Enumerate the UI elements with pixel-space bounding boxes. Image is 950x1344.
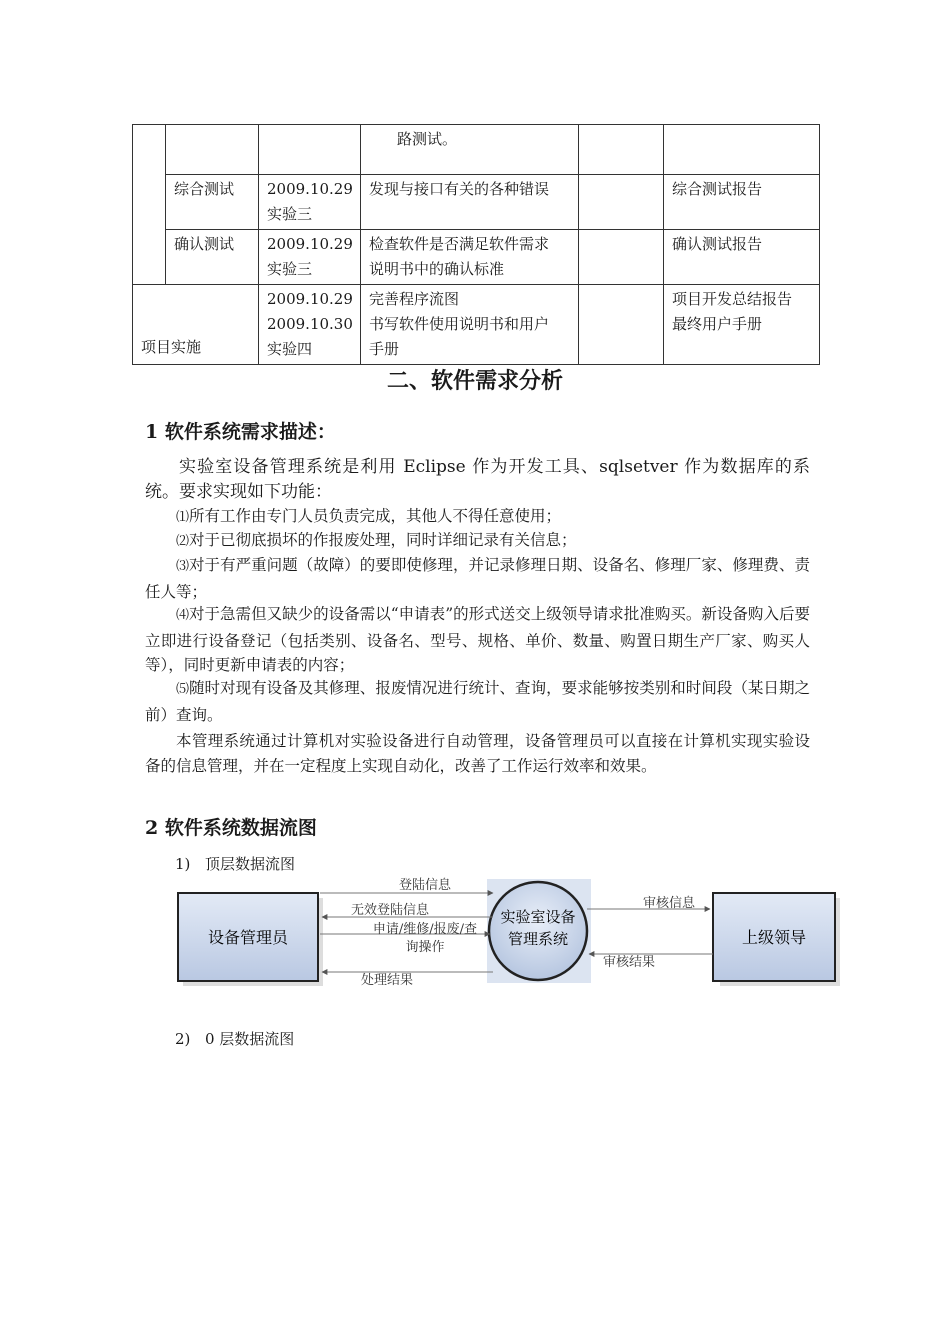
requirement-item: ⑷对于急需但又缺少的设备需以“申请表”的形式送交上级领导请求批准购买。新设备购入后要立即进行设备登记（包括类别、设备名、型号、规格、单价、数量、购置日期生产厂家、购买人等），同时更新申请表的内容； — [145, 605, 810, 674]
svg-text:上级领导: 上级领导 — [741, 928, 807, 947]
table-cell-output: 项目开发总结报告 — [672, 290, 793, 308]
table-row — [133, 175, 820, 230]
requirement-item: ⑵对于已彻底损坏的作报废处理，同时详细记录有关信息； — [176, 531, 577, 549]
table-row — [133, 230, 820, 285]
flow-label-review-info: 审核信息 — [642, 896, 696, 911]
table-cell-output: 最终用户手册 — [672, 315, 763, 333]
table-cell-date: 2009.10.30 — [267, 315, 353, 333]
table-cell-task: 确认测试 — [166, 230, 259, 285]
table-cell-desc-line: 检查软件是否满足软件需求 — [369, 235, 550, 253]
flow-label-operations-cont: 询操作 — [405, 940, 445, 955]
table-cell-task: 综合测试 — [166, 175, 259, 230]
figure-caption: 2) 0 层数据流图 — [175, 1030, 295, 1048]
table-cell-place: 实验三 — [267, 205, 313, 223]
figure-caption: 1) 顶层数据流图 — [175, 855, 296, 873]
svg-text:实验室设备: 实验室设备 — [500, 908, 576, 926]
table-cell-desc-line: 书写软件使用说明书和用户 — [369, 315, 550, 333]
flow-label-result: 处理结果 — [360, 973, 414, 988]
table-cell-output: 综合测试报告 — [664, 175, 820, 230]
table-cell-desc-line: 说明书中的确认标准 — [369, 260, 505, 278]
table-row — [133, 285, 820, 365]
heading-requirements: 1 软件系统需求描述： — [145, 421, 336, 443]
entity-equipment-manager — [178, 893, 323, 986]
flow-label-invalid-login: 无效登陆信息 — [350, 903, 430, 918]
table-cell-desc-line: 手册 — [369, 340, 400, 358]
table-cell-stage: 项目实施 — [133, 285, 259, 365]
table-cell-desc: 路测试。 — [361, 125, 579, 175]
intro-paragraph: 实验室设备管理系统是利用 Eclipse 作为开发工具、sqlsetver 作为数据库的系统。要求实现如下功能： — [145, 457, 810, 502]
process-lab-system — [487, 879, 591, 983]
flow-label-review-result: 审核结果 — [602, 955, 656, 970]
table-cell-place: 实验三 — [267, 260, 313, 278]
requirement-item: ⑴所有工作由专门人员负责完成，其他人不得任意使用； — [176, 507, 562, 525]
table-cell-date: 2009.10.29 — [267, 180, 353, 198]
top-level-dfd — [175, 872, 840, 992]
svg-text:管理系统: 管理系统 — [507, 930, 569, 948]
svg-text:设备管理员: 设备管理员 — [207, 928, 289, 947]
table-cell-desc: 发现与接口有关的各种错误 — [361, 175, 579, 230]
table-cell-date: 2009.10.29 — [267, 235, 353, 253]
flow-label-login: 登陆信息 — [398, 878, 452, 893]
table-row — [133, 125, 820, 175]
table-cell-desc-line: 完善程序流图 — [369, 290, 460, 308]
flow-label-operations: 申请/维修/报废/查 — [372, 922, 478, 937]
summary-paragraph: 本管理系统通过计算机对实验设备进行自动管理，设备管理员可以直接在计算机实现实验设备的信息管理，并在一定程度上实现自动化，改善了工作运行效率和效果。 — [145, 732, 810, 775]
entity-supervisor — [713, 893, 840, 986]
schedule-table — [132, 124, 820, 365]
requirement-item: ⑶对于有严重问题（故障）的要即使修理，并记录修理日期、设备名、修理厂家、修理费、责任人等； — [145, 556, 810, 601]
table-cell-place: 实验四 — [267, 340, 313, 358]
section-title: 二、软件需求分析 — [386, 369, 563, 394]
table-cell-output: 确认测试报告 — [664, 230, 820, 285]
requirement-item: ⑸随时对现有设备及其修理、报废情况进行统计、查询，要求能够按类别和时间段（某日期之前）查询。 — [145, 679, 810, 724]
heading-dataflow: 2 软件系统数据流图 — [145, 817, 317, 839]
table-cell-date: 2009.10.29 — [267, 290, 353, 308]
